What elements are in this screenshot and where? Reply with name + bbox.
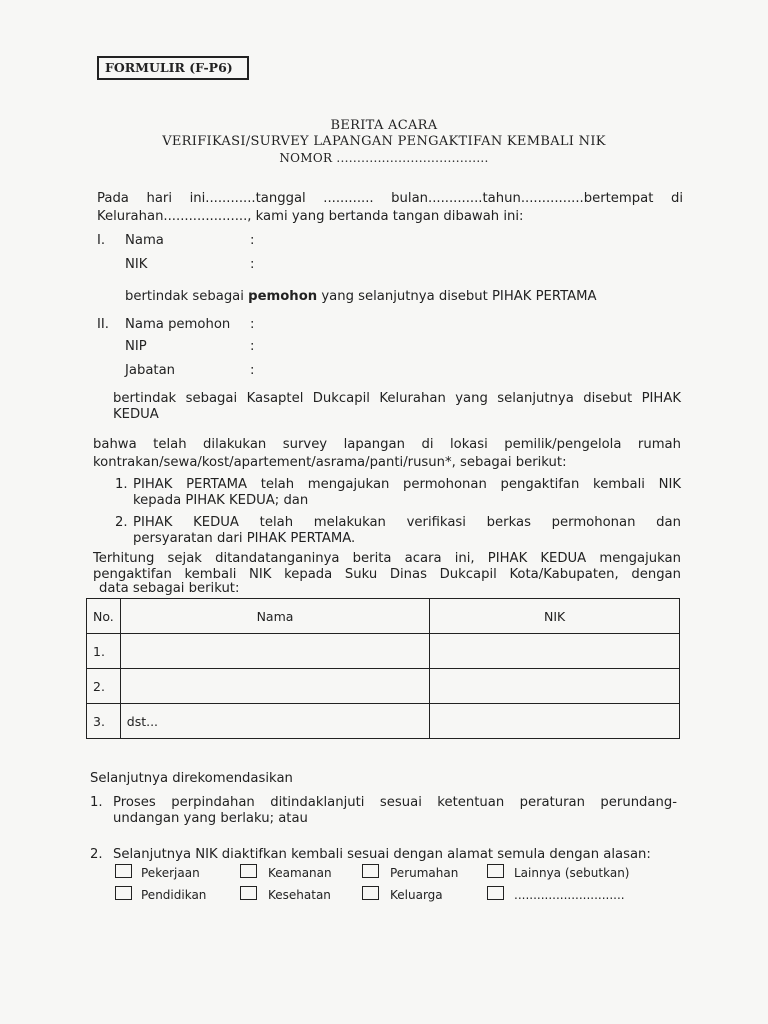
recommend-item1-line1: Proses perpindahan ditindaklanjuti sesuai ketentuan peraturan perundang- bbox=[113, 795, 677, 810]
terhitung-line1: Terhitung sejak ditandatanganinya berita acara ini, PIHAK KEDUA mengajukan bbox=[93, 551, 681, 566]
label-lainnya: Lainnya (sebutkan) bbox=[514, 866, 630, 880]
section2-colon-jabatan: : bbox=[250, 363, 255, 378]
table-cell-nik[interactable] bbox=[430, 704, 680, 739]
recommend-item2-num: 2. bbox=[90, 847, 103, 862]
table-row bbox=[87, 634, 680, 669]
survey-item2-num: 2. bbox=[115, 515, 128, 530]
section1-label-nik: NIK bbox=[125, 257, 148, 272]
table-cell-nama[interactable] bbox=[120, 634, 429, 669]
checkbox-keluarga[interactable] bbox=[362, 886, 379, 900]
survey-item2-line1: PIHAK KEDUA telah melakukan verifikasi berkas permohonan dan bbox=[133, 515, 681, 530]
recommend-item1-line2: undangan yang berlaku; atau bbox=[113, 811, 308, 826]
table-header-no: No. bbox=[87, 599, 121, 634]
recommend-item1-num: 1. bbox=[90, 795, 103, 810]
survey-line2: kontrakan/sewa/kost/apartement/asrama/panti/rusun*, sebagai berikut: bbox=[93, 455, 567, 470]
doc-title-line2: VERIFIKASI/SURVEY LAPANGAN PENGAKTIFAN KEMBALI NIK bbox=[162, 134, 606, 149]
section2-label-nip: NIP bbox=[125, 339, 147, 354]
table-row bbox=[87, 704, 680, 739]
checkbox-keamanan[interactable] bbox=[240, 864, 257, 878]
checkbox-kesehatan[interactable] bbox=[240, 886, 257, 900]
checkbox-lainnya[interactable] bbox=[487, 864, 504, 878]
checkbox-perumahan[interactable] bbox=[362, 864, 379, 878]
table-header-row bbox=[87, 599, 680, 634]
section1-role-post: yang selanjutnya disebut PIHAK PERTAMA bbox=[317, 289, 597, 304]
checkbox-pendidikan[interactable] bbox=[115, 886, 132, 900]
survey-item1-line1: PIHAK PERTAMA telah mengajukan permohonan pengaktifan kembali NIK bbox=[133, 477, 681, 492]
section1-colon-nik: : bbox=[250, 257, 255, 272]
section2-colon-nip: : bbox=[250, 339, 255, 354]
terhitung-line2: pengaktifan kembali NIK kepada Suku Dinas Dukcapil Kota/Kabupaten, dengan bbox=[93, 567, 681, 582]
label-pendidikan: Pendidikan bbox=[141, 888, 207, 902]
form-code-box bbox=[97, 56, 249, 80]
table-cell-no: 2. bbox=[87, 669, 121, 704]
table-cell-nama[interactable] bbox=[120, 669, 429, 704]
doc-number: NOMOR ..................................... bbox=[279, 151, 489, 165]
section1-roman: I. bbox=[97, 233, 106, 248]
intro-line1: Pada hari ini............tanggal ............ bulan.............tahun...............bertempat di bbox=[97, 191, 683, 206]
label-keamanan: Keamanan bbox=[268, 866, 332, 880]
section1-role-bold: pemohon bbox=[248, 289, 318, 304]
section1-label-nama: Nama bbox=[125, 233, 164, 248]
table-header-nik: NIK bbox=[430, 599, 680, 634]
label-keluarga: Keluarga bbox=[390, 888, 443, 902]
section2-label-nama: Nama pemohon bbox=[125, 317, 231, 332]
checkbox-pekerjaan[interactable] bbox=[115, 864, 132, 878]
survey-item1-num: 1. bbox=[115, 477, 128, 492]
lainnya-fill-line[interactable]: ............................. bbox=[514, 888, 625, 902]
section2-roman: II. bbox=[97, 317, 109, 332]
table-cell-nik[interactable] bbox=[430, 669, 680, 704]
section1-role-pre: bertindak sebagai bbox=[125, 289, 249, 304]
table-cell-nik[interactable] bbox=[430, 634, 680, 669]
table-row bbox=[87, 669, 680, 704]
doc-title-line1: BERITA ACARA bbox=[330, 118, 438, 133]
section1-colon-nama: : bbox=[250, 233, 255, 248]
data-table bbox=[86, 598, 680, 739]
label-pekerjaan: Pekerjaan bbox=[141, 866, 200, 880]
checkbox-lainnya-blank[interactable] bbox=[487, 886, 504, 900]
table-cell-no: 3. bbox=[87, 704, 121, 739]
label-kesehatan: Kesehatan bbox=[268, 888, 331, 902]
section1-role bbox=[125, 288, 597, 305]
label-perumahan: Perumahan bbox=[390, 866, 459, 880]
survey-item2-line2: persyaratan dari PIHAK PERTAMA. bbox=[133, 531, 356, 546]
table-header-nama: Nama bbox=[120, 599, 429, 634]
table-cell-no: 1. bbox=[87, 634, 121, 669]
section2-label-jabatan: Jabatan bbox=[125, 363, 176, 378]
terhitung-line3: data sebagai berikut: bbox=[99, 581, 240, 596]
section2-colon-nama: : bbox=[250, 317, 255, 332]
form-code: FORMULIR (F-P6) bbox=[105, 60, 233, 75]
survey-item1-line2: kepada PIHAK KEDUA; dan bbox=[133, 493, 309, 508]
section2-role-line1: bertindak sebagai Kasaptel Dukcapil Kelurahan yang selanjutnya disebut PIHAK bbox=[113, 391, 681, 406]
recommend-item2-line1: Selanjutnya NIK diaktifkan kembali sesuai dengan alamat semula dengan alasan: bbox=[113, 847, 651, 862]
intro-line2: Kelurahan...................., kami yang bertanda tangan dibawah ini: bbox=[97, 209, 524, 224]
survey-line1: bahwa telah dilakukan survey lapangan di lokasi pemilik/pengelola rumah bbox=[93, 437, 681, 452]
section2-role-line2: KEDUA bbox=[113, 407, 159, 422]
table-cell-nama[interactable]: dst... bbox=[120, 704, 429, 739]
recommend-heading: Selanjutnya direkomendasikan bbox=[90, 771, 293, 786]
